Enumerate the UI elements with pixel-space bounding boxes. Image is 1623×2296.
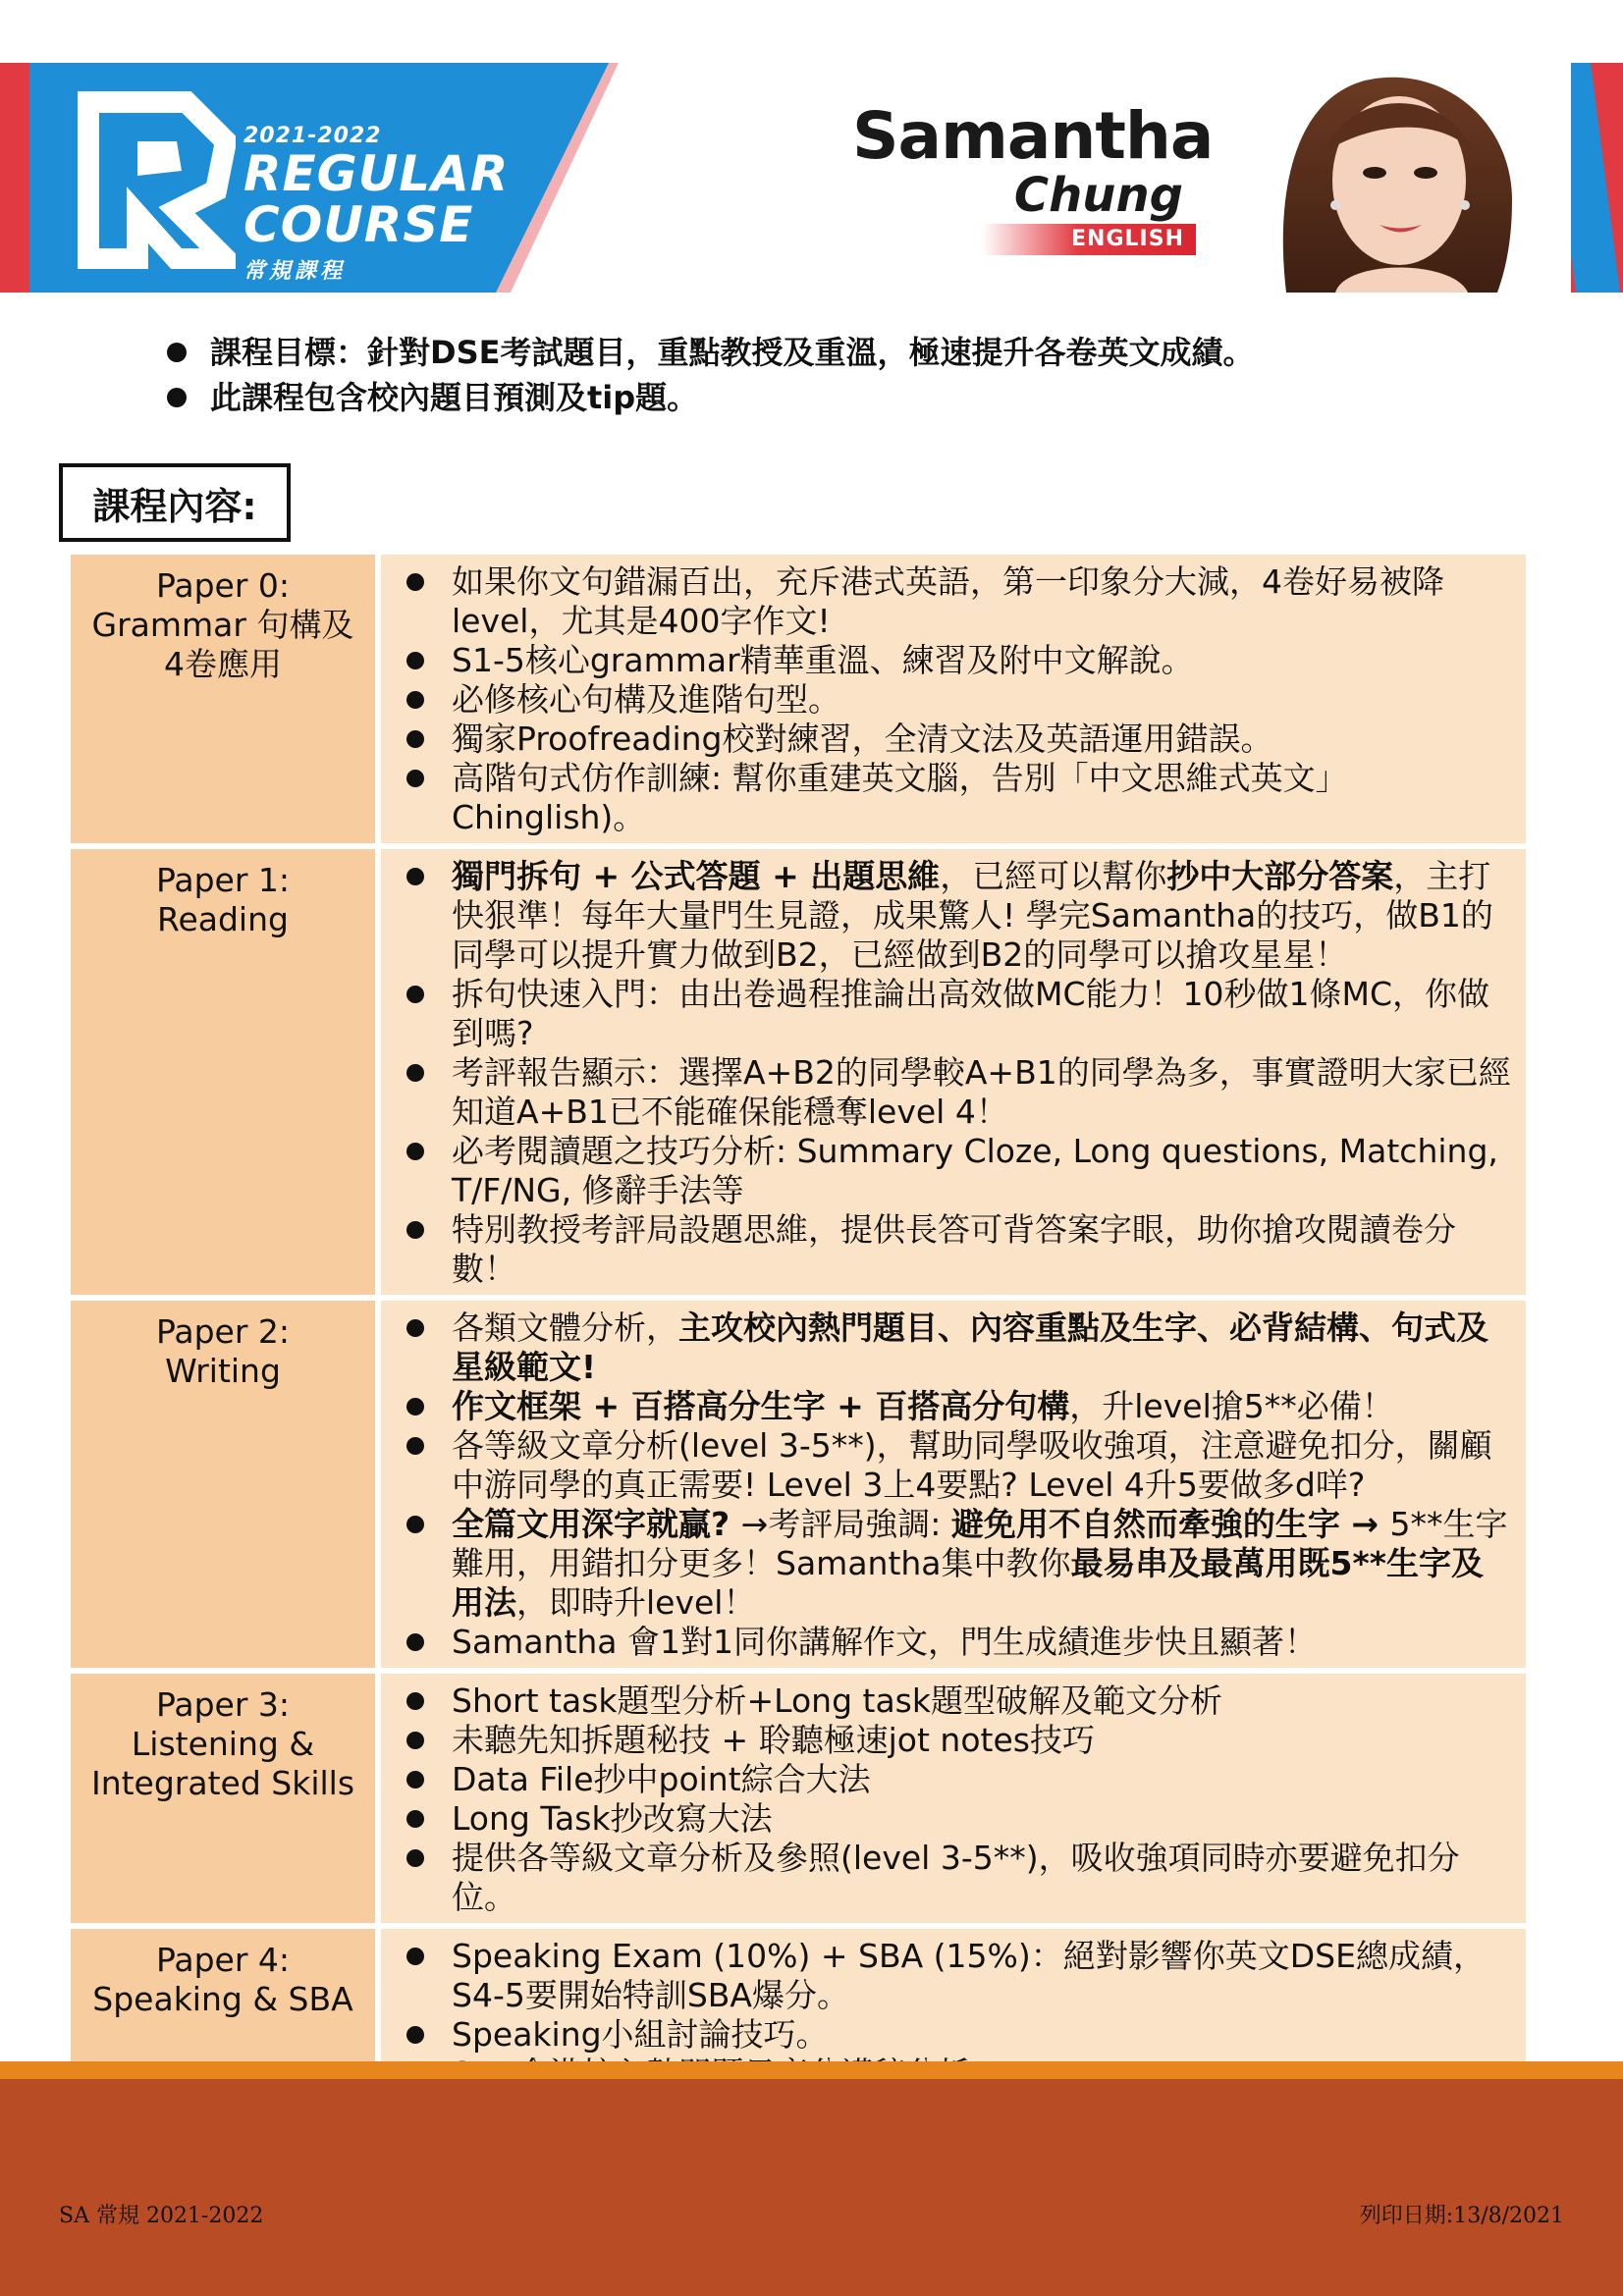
bullet-icon (406, 868, 424, 885)
bullet-icon (406, 770, 424, 787)
paper-label-line: Paper 3: (155, 1685, 291, 1724)
bullet-icon (406, 1221, 424, 1239)
detail-text (452, 1132, 1514, 1210)
detail-text-segment: 考評報告顯示：選擇A+B2的同學較A+B1的同學為多，事實證明大家已經知道A+B1已不能確保能穩奪level 4！ (452, 1053, 1511, 1131)
bullet-icon (167, 343, 187, 362)
bullet-icon (406, 1398, 424, 1415)
paper-row (71, 1301, 1526, 1668)
bullet-icon (406, 573, 424, 591)
detail-text-segment: ，升level搶5**必備！ (1069, 1387, 1394, 1425)
detail-item (401, 759, 1514, 837)
paper-label-line: Integrated Skills (90, 1764, 355, 1802)
paper-label-line: Reading (157, 900, 289, 938)
detail-text (452, 1937, 1514, 2015)
detail-text-segment: 必修核心句構及進階句型。 (452, 680, 840, 719)
bullet-icon (406, 1319, 424, 1337)
detail-item (401, 1387, 1514, 1426)
detail-text-segment: 高階句式仿作訓練: 幫你重建英文腦，告別「中文思維式英文」Chinglish)。 (452, 759, 1348, 836)
teacher-portrait-image (1217, 63, 1571, 293)
detail-item (401, 1426, 1514, 1505)
intro-text: 課程目標：針對DSE考試題目，重點教授及重溫，極速提升各卷英文成績。 (210, 334, 1255, 371)
bullet-icon (406, 652, 424, 669)
paper-details (381, 1674, 1526, 1923)
bullet-icon (406, 1692, 424, 1710)
bullet-icon (406, 1516, 424, 1533)
detail-text (452, 857, 1514, 975)
bullet-icon (406, 1143, 424, 1160)
intro-item (167, 330, 1443, 375)
detail-item (401, 1053, 1514, 1132)
detail-text-segment: 各等級文章分析(level 3-5**)，幫助同學吸收強項，注意避免扣分，關顧中游同學的真正需要! Level 3上4要點? Level 4升5要做多d咩? (452, 1426, 1492, 1504)
detail-item (401, 1505, 1514, 1623)
footer-course-code: SA 常規 2021-2022 (59, 2204, 264, 2228)
detail-item (401, 1682, 1514, 1721)
bullet-icon (406, 1732, 424, 1749)
paper-details (381, 849, 1526, 1295)
section-title: 課程內容: (59, 463, 291, 542)
detail-text-segment: 提供各等級文章分析及參照(level 3-5**)，吸收強項同時亦要避免扣分位。 (452, 1839, 1460, 1916)
detail-text (452, 680, 840, 720)
detail-item (401, 857, 1514, 975)
footer-bottom (0, 2224, 1623, 2296)
detail-text (452, 2015, 829, 2055)
detail-text (452, 759, 1514, 837)
detail-text (452, 1210, 1514, 1289)
paper-label-line: Paper 0: (155, 566, 291, 605)
detail-text-segment: 未聽先知拆題秘技 + 聆聽極速jot notes技巧 (452, 1721, 1095, 1759)
teacher-last-name: Chung (1013, 168, 1183, 223)
detail-item (401, 1132, 1514, 1210)
detail-text-segment: Speaking Exam (10%) + SBA (15%)：絕對影響你英文DSE總成績，S4-5要開始特訓SBA爆分。 (452, 1937, 1486, 2014)
detail-text-bold: 抄中大部分答案 (1166, 857, 1394, 895)
detail-item (401, 720, 1514, 759)
detail-text (452, 1839, 1514, 1917)
paper-label-line: 4卷應用 (164, 645, 282, 683)
detail-text-segment: Short task題型分析+Long task題型破解及範文分析 (452, 1682, 1222, 1720)
paper-label-line: Paper 1: (155, 861, 291, 899)
logo-line-2: COURSE (243, 196, 474, 253)
paper-label-line: Writing (165, 1352, 281, 1390)
intro-item (167, 375, 1443, 420)
detail-item (401, 1721, 1514, 1760)
detail-text-bold: 避免用不自然而牽強的生字 → (950, 1505, 1390, 1543)
paper-row (71, 1674, 1526, 1923)
detail-text-segment: Speaking小組討論技巧。 (452, 2015, 829, 2054)
detail-text-bold: 作文框架 + 百搭高分生字 + 百搭高分句構 (452, 1387, 1070, 1425)
detail-text (452, 720, 1273, 759)
detail-text-bold: 主攻校內熱門題目、內容重點及生字、必背結構、句式及星級範文! (452, 1308, 1488, 1386)
bullet-icon (167, 388, 187, 407)
course-logo-icon (69, 82, 236, 269)
paper-label (71, 1674, 375, 1923)
detail-text (452, 975, 1514, 1053)
detail-text (452, 1505, 1514, 1623)
bullet-icon (406, 1948, 424, 1965)
detail-text-segment: Samantha 會1對1同你講解作文，門生成績進步快且顯著！ (452, 1623, 1318, 1661)
detail-text (452, 1426, 1514, 1505)
teacher-first-name: Samantha (852, 98, 1214, 174)
detail-text-segment: ，已經可以幫你 (940, 857, 1167, 895)
detail-item (401, 1839, 1514, 1917)
detail-item (401, 1799, 1514, 1839)
detail-text-segment: 各類文體分析， (452, 1308, 678, 1347)
bullet-icon (406, 1064, 424, 1082)
detail-item (401, 975, 1514, 1053)
paper-label-line: Paper 2: (155, 1312, 291, 1351)
paper-details (381, 1301, 1526, 1668)
detail-item (401, 641, 1514, 680)
paper-label (71, 849, 375, 1295)
paper-label (71, 555, 375, 843)
detail-text-segment: 5**生字難用，用錯扣分更多！Samantha集中教你 (452, 1505, 1508, 1582)
detail-item (401, 1937, 1514, 2015)
logo-chinese: 常規課程 (243, 259, 347, 284)
detail-item (401, 1308, 1514, 1387)
course-logo-text (243, 124, 509, 285)
paper-label-line: Grammar 句構及 (91, 606, 354, 644)
detail-text (452, 1721, 1095, 1760)
detail-text (452, 1387, 1394, 1426)
bullet-icon (406, 2026, 424, 2044)
detail-text-bold: 最易串及最萬用既5**生字及用法 (452, 1544, 1485, 1622)
paper-label-line: Speaking & SBA (92, 1980, 353, 2018)
detail-text-segment: 拆句快速入門：由出卷過程推論出高效做MC能力！10秒做1條MC，你做到嗎? (452, 975, 1490, 1052)
detail-text (452, 1799, 773, 1839)
bullet-icon (406, 986, 424, 1003)
detail-text-segment: 獨家Proofreading校對練習，全清文法及英語運用錯誤。 (452, 720, 1273, 758)
teacher-name (852, 98, 1214, 223)
detail-text-bold: 全篇文用深字就贏? (452, 1505, 741, 1543)
bullet-icon (406, 1633, 424, 1651)
course-content-table (71, 555, 1526, 2145)
subject-tag: ENGLISH (982, 224, 1196, 255)
detail-text (452, 562, 1514, 641)
detail-text-segment: Data File抄中point綜合大法 (452, 1760, 871, 1798)
detail-text (452, 1682, 1222, 1721)
footer-print-date: 列印日期:13/8/2021 (1359, 2204, 1564, 2228)
footer-stripe (0, 2061, 1623, 2079)
detail-text-segment: 特別教授考評局設題思維，提供長答可背答案字眼，助你搶攻閱讀卷分數！ (452, 1210, 1456, 1288)
detail-text (452, 1308, 1514, 1387)
course-intro (167, 330, 1443, 420)
detail-text (452, 641, 1194, 680)
detail-text-segment: 如果你文句錯漏百出，充斥港式英語，第一印象分大減，4卷好易被降level，尤其是400字作文! (452, 562, 1444, 640)
paper-label (71, 1301, 375, 1668)
detail-text (452, 1053, 1514, 1132)
paper-row (71, 555, 1526, 843)
detail-item (401, 1210, 1514, 1289)
detail-item (401, 680, 1514, 720)
detail-text (452, 1760, 871, 1799)
detail-text (452, 1623, 1317, 1662)
detail-item (401, 1760, 1514, 1799)
detail-item (401, 2015, 1514, 2055)
detail-text-segment: ，即時升level！ (516, 1583, 756, 1622)
paper-label-line: Paper 4: (155, 1941, 291, 1979)
detail-text-segment: 必考閱讀題之技巧分析: Summary Cloze, Long questions, Matching, T/F/NG, 修辭手法等 (452, 1132, 1498, 1209)
paper-details (381, 555, 1526, 843)
detail-item (401, 562, 1514, 641)
bullet-icon (406, 730, 424, 748)
logo-line-1: REGULAR (243, 145, 510, 202)
detail-text-segment: →考評局強調: (740, 1505, 951, 1543)
bullet-icon (406, 1849, 424, 1867)
detail-text-segment: Long Task抄改寫大法 (452, 1799, 773, 1838)
paper-label-line: Listening & (131, 1725, 315, 1763)
bullet-icon (406, 691, 424, 709)
intro-text: 此課程包含校內題目預測及tip題。 (210, 379, 699, 416)
paper-row (71, 849, 1526, 1295)
detail-text-bold: 獨門拆句 + 公式答題 + 出題思維 (452, 857, 941, 895)
bullet-icon (406, 1810, 424, 1828)
detail-item (401, 1623, 1514, 1662)
detail-text-segment: S1-5核心grammar精華重溫、練習及附中文解說。 (452, 641, 1194, 679)
logo-year: 2021-2022 (243, 124, 382, 148)
bullet-icon (406, 1771, 424, 1789)
bullet-icon (406, 1437, 424, 1455)
detail-text-segment: ，主打快狠準！每年大量門生見證，成果驚人! 學完Samantha的技巧，做B1的同學可以提升實力做到B2，已經做到B2的同學可以搶攻星星！ (452, 857, 1493, 974)
